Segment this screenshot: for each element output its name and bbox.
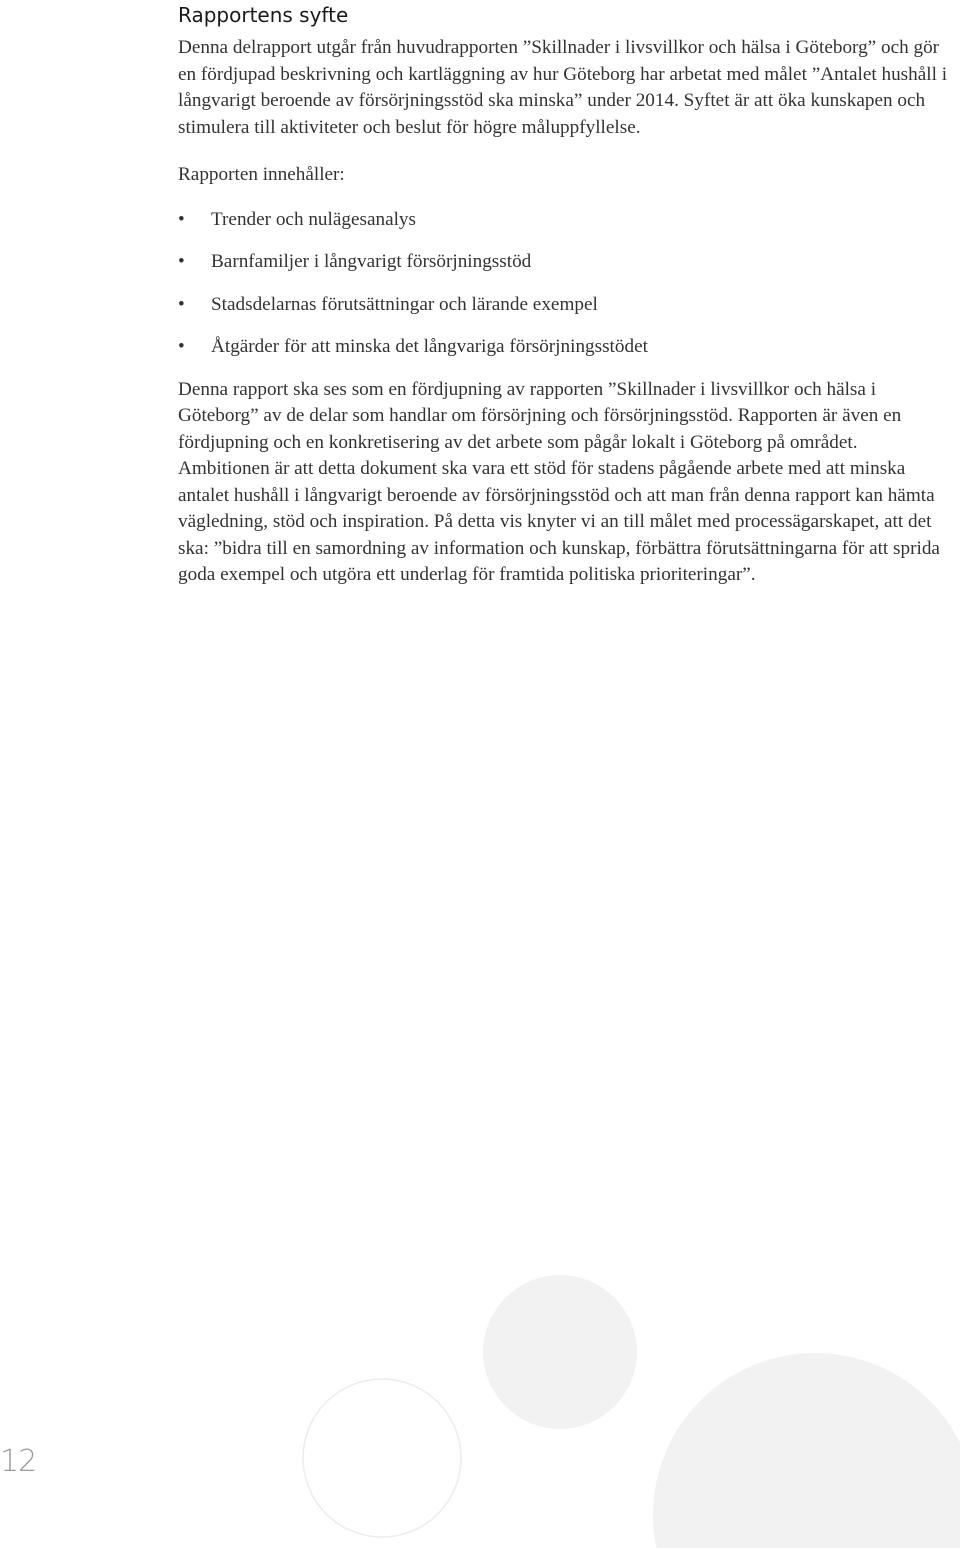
bullet-icon: • [178, 251, 185, 272]
list-item [178, 249, 950, 276]
intro-paragraph: Denna delrapport utgår från huvudrapporten ”Skillnader i livsvillkor och hälsa i Göteborg” och gör en fördjupad beskrivning och kartläggning av hur Göteborg har arbetat med målet ”Antalet hushåll i långvarigt beroende av försörjningsstöd ska minska” under 2014. Syftet är att öka kunskapen och stimulera till aktiviteter och beslut för högre måluppfyllelse. [178, 37, 948, 138]
circle-outline-left [303, 1379, 461, 1537]
closing-paragraph: Denna rapport ska ses som en fördjupning av rapporten ”Skillnader i livsvillkor och hälsa i Göteborg” av de delar som handlar om försörjning och försörjningsstöd. Rapporten är även en fördjupning och en konkretisering av det arbete som pågår lokalt i Göteborg på området. Ambitionen är att detta dokument ska vara ett stöd för stadens pågående arbete med att minska antalet hushåll i långvarigt beroende av försörjningsstöd och att man från denna rapport kan hämta vägledning, stöd och inspiration. På detta vis knyter vi an till målet med processägarskapet, att det ska: ”bidra till en samordning av information och kunskap, förbättra förutsättningarna för att sprida goda exempel och utgöra ett underlag för framtida politiska prioriteringar”. [178, 378, 940, 585]
circle-large [653, 1353, 960, 1548]
main-content [178, 0, 950, 589]
bullet-icon: • [178, 293, 185, 315]
bullet-icon: • [178, 336, 185, 357]
list-item-text: Trender och nulägesanalys [211, 208, 416, 230]
list-intro: Rapporten innehåller: [178, 164, 345, 185]
list-item [178, 207, 950, 234]
list-item-text: Åtgärder för att minska det långvariga försörjningsstödet [211, 336, 648, 357]
list-item [178, 292, 950, 319]
section-heading: Rapportens syfte [178, 3, 349, 27]
list-item-text: Barnfamiljer i långvarigt försörjningsstöd [211, 251, 532, 272]
contents-list [178, 207, 950, 361]
list-item-text: Stadsdelarnas förutsättningar och lärande exempel [211, 293, 598, 315]
circle-medium [483, 1275, 637, 1429]
list-item [178, 334, 950, 361]
bullet-icon: • [178, 208, 185, 230]
page-number: 12 [0, 1444, 37, 1479]
